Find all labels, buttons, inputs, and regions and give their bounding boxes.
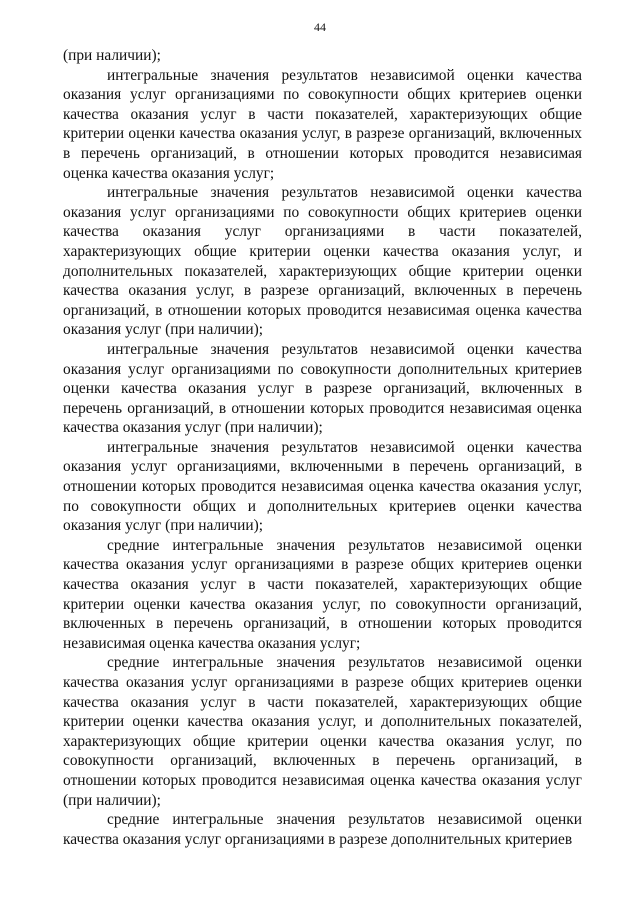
paragraph: средние интегральные значения результатов независимой оценки качества оказания услуг организациями в разрезе общих критериев оценки качества оказания услуг в части показателей, характеризующих общие критерии оценки качества оказания услуг, и дополнительных показателей, характеризующих общие критерии оценки качества оказания услуг, по совокупности организаций, включенных в перечень организаций, в отношении которых проводится независимая оценка качества оказания услуг (при наличии); [63,654,582,809]
page-number: 44 [314,20,326,34]
paragraph: интегральные значения результатов независимой оценки качества оказания услуг организациями, включенными в перечень организаций, в отношении которых проводится независимая оценка качества оказания услуг, по совокупности общих и дополнительных критериев оценки качества оказания услуг (при наличии); [63,438,582,535]
paragraph: интегральные значения результатов независимой оценки качества оказания услуг организациями по совокупности дополнительных критериев оценки качества оказания услуг в разрезе организаций, включенных в перечень организаций, в отношении которых проводится независимая оценка качества оказания услуг (при наличии); [63,340,582,437]
paragraph: средние интегральные значения результатов независимой оценки качества оказания услуг организациями в разрезе дополнительных критериев [63,811,582,848]
paragraph: интегральные значения результатов независимой оценки качества оказания услуг организациями по совокупности общих критериев оценки качества оказания услуг организациями в части показателей, характеризующих общие критерии оценки качества оказания услуг, и дополнительных показателей, характеризующих общие критерии оценки качества оказания услуг, в разрезе организаций, включенных в перечень организаций, в отношении которых проводится независимая оценка качества оказания услуг (при наличии); [63,184,582,339]
paragraph: средние интегральные значения результатов независимой оценки качества оказания услуг организациями в разрезе общих критериев оценки качества оказания услуг в части показателей, характеризующих общие критерии оценки качества оказания услуг, по совокупности организаций, включенных в перечень организаций, в отношении которых проводится независимая оценка качества оказания услуг; [63,536,582,652]
paragraph: интегральные значения результатов независимой оценки качества оказания услуг организациями по совокупности общих критериев оценки качества оказания услуг в части показателей, характеризующих общие критерии оценки качества оказания услуг, в разрезе организаций, включенных в перечень организаций, в отношении которых проводится независимая оценка качества оказания услуг; [63,66,582,182]
paragraph-continuation: (при наличии); [63,47,161,64]
document-body [63,46,582,849]
